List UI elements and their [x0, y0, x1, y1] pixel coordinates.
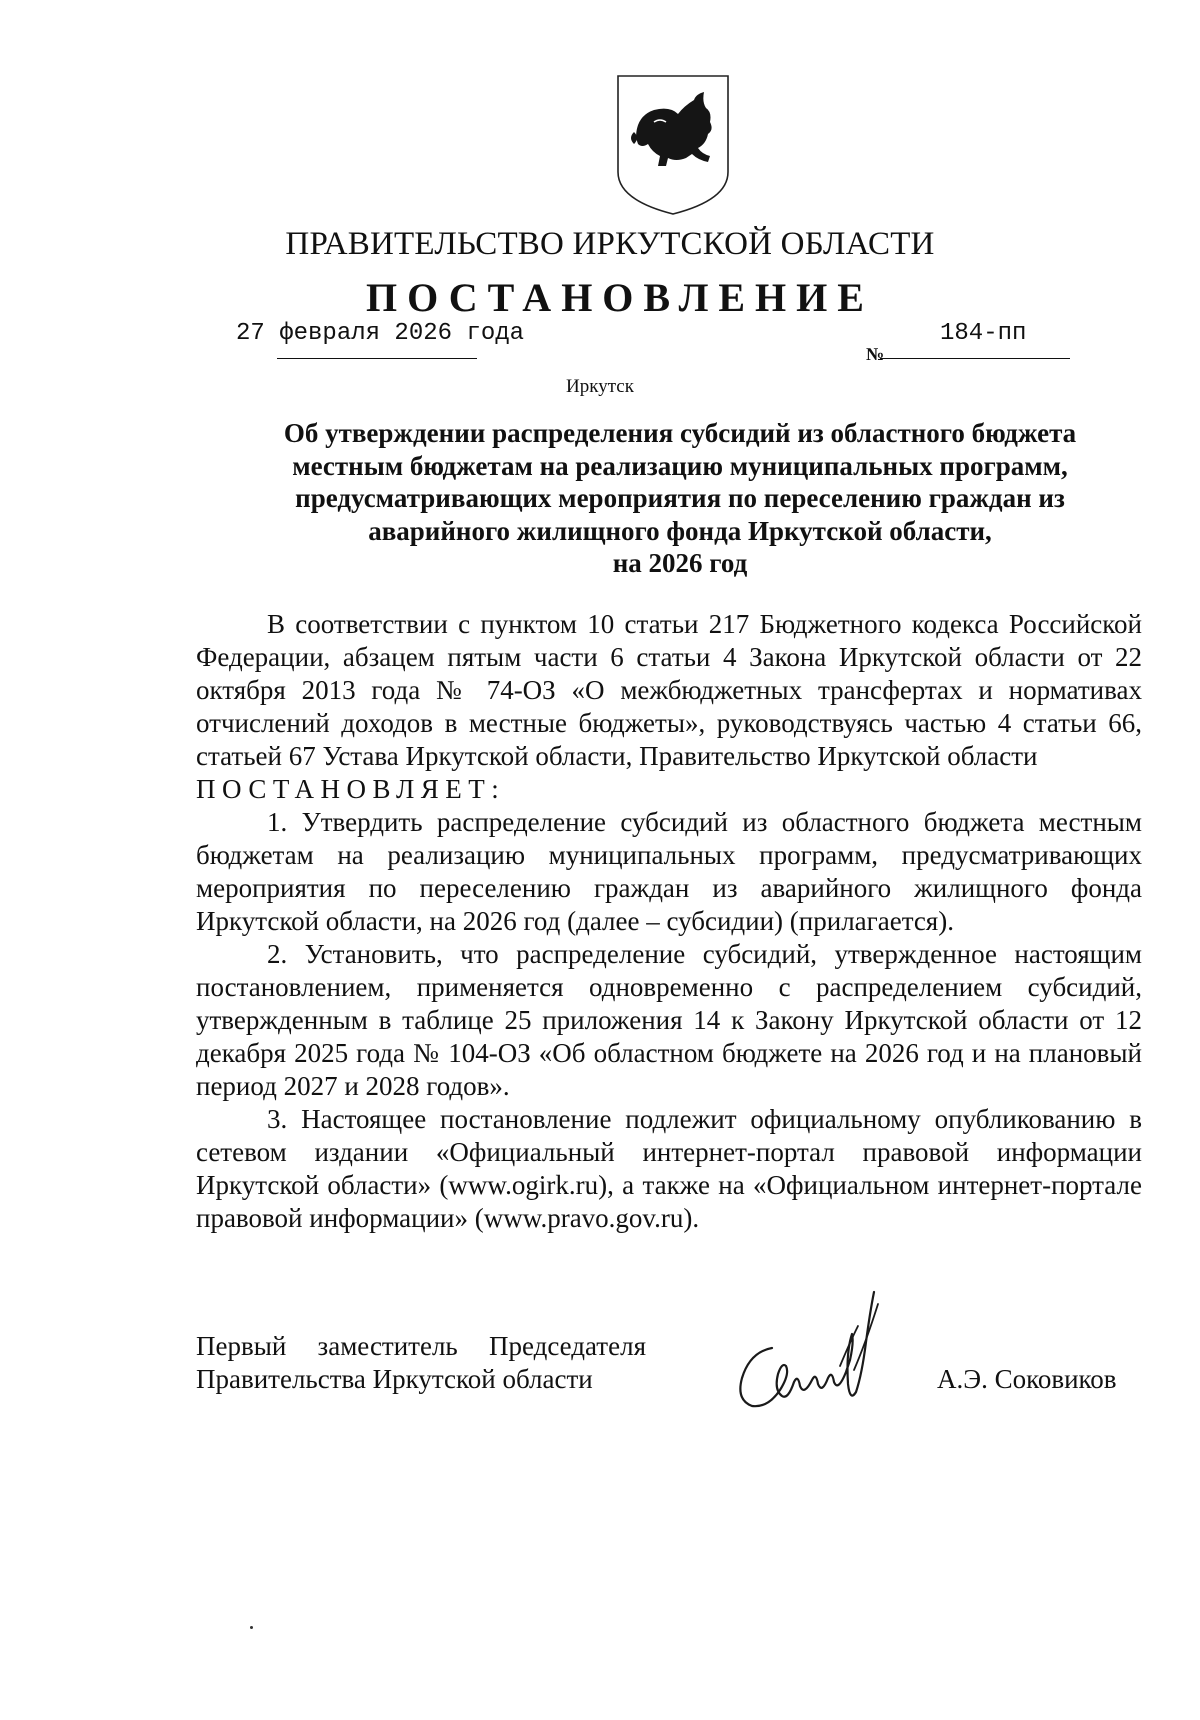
city: Иркутск — [566, 376, 634, 397]
document-subject — [250, 417, 1110, 580]
number-sign: № — [866, 344, 885, 364]
coat-of-arms-icon — [614, 72, 732, 218]
scan-speck — [250, 1626, 253, 1629]
government-name: ПРАВИТЕЛЬСТВО ИРКУТСКОЙ ОБЛАСТИ — [285, 226, 935, 262]
subject-line: аварийного жилищного фонда Иркутской области, — [368, 515, 992, 546]
signatory-position-line: Первый заместитель Председателя — [196, 1331, 646, 1361]
number-underline — [880, 358, 1070, 359]
document-number: 184-пп — [940, 320, 1027, 347]
date-underline — [277, 358, 477, 359]
signatory-name: А.Э. Соковиков — [937, 1364, 1117, 1394]
handwritten-signature — [728, 1282, 938, 1432]
subject-line: предусматривающих мероприятия по переселению граждан из — [295, 483, 1065, 513]
document-type-title: ПОСТАНОВЛЕНИЕ — [366, 275, 874, 320]
item-paragraph-1: 1. Утвердить распределение субсидий из областного бюджета местным бюджетам на реализацию муниципальных программ, предусматривающих мероприятия по переселению граждан из аварийного жилищного фонда Иркутской области, на 2026 год (далее – субсидии) (прилагается). — [196, 807, 1142, 936]
item-paragraph-3: 3. Настоящее постановление подлежит официальному опубликованию в сетевом издании «Официальный интернет-портал правовой информации Иркутской области» (www.ogirk.ru), а также на «Официальном интернет-портале правовой информации» (www.pravo.gov.ru). — [196, 1104, 1142, 1233]
signatory-position — [196, 1330, 646, 1396]
preamble-paragraph: В соответствии с пунктом 10 статьи 217 Бюджетного кодекса Российской Федерации, абзацем пятым части 6 статьи 4 Закона Иркутской области от 22 октября 2013 года № 74-ОЗ «О межбюджетных трансфертах и нормативах отчислений доходов в местные бюджеты», руководствуясь частью 4 статьи 66, статьей 67 Устава Иркутской области, Правительство Иркутской области — [196, 609, 1142, 771]
document-date: 27 февраля 2026 года — [236, 320, 525, 347]
subject-line: местным бюджетам на реализацию муниципальных программ, — [292, 450, 1068, 481]
resolves-heading: ПОСТАНОВЛЯЕТ: — [196, 774, 506, 804]
subject-line: Об утверждении распределения субсидий из областного бюджета — [283, 418, 1077, 448]
item-paragraph-2: 2. Установить, что распределение субсидий, утвержденное настоящим постановлением, применяется одновременно с распределением субсидий, утвержденным в таблице 25 приложения 14 к Закону Иркутской области от 12 декабря 2025 года № 104-ОЗ «Об областном бюджете на 2026 год и на плановый период 2027 и 2028 годов». — [196, 939, 1142, 1101]
document-body — [196, 608, 1142, 1235]
subject-line: на 2026 год — [612, 548, 748, 578]
signatory-position-line: Правительства Иркутской области — [196, 1364, 593, 1394]
